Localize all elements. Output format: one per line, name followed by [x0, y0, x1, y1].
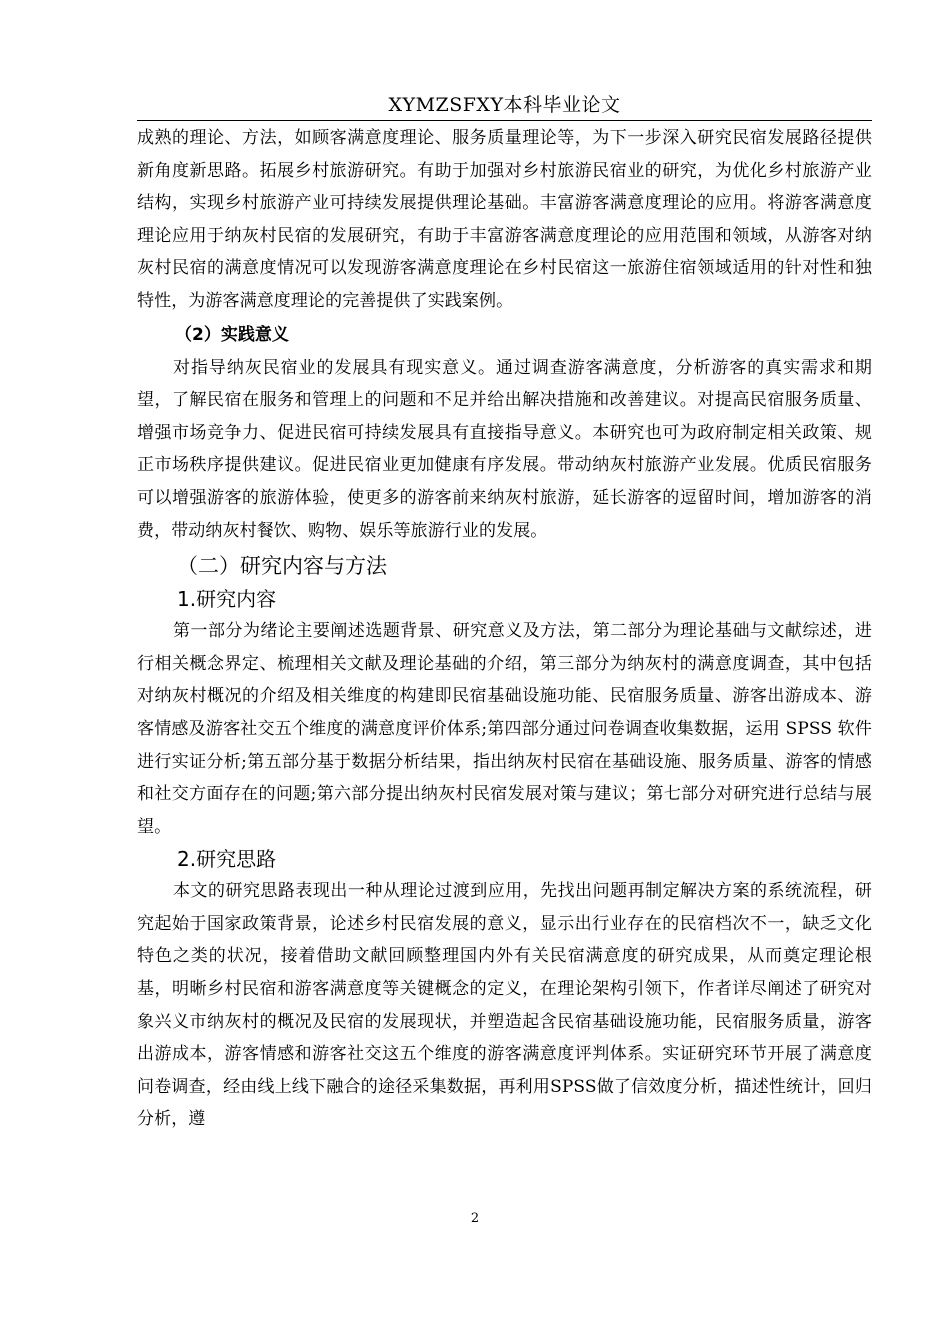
heading-research-thinking: 2.研究思路: [177, 847, 277, 872]
paragraph-continued: 成熟的理论、方法，如顾客满意度理论、服务质量理论等，为下一步深入研究民宿发展路径提供新角度新思路。拓展乡村旅游研究。有助于加强对乡村旅游民宿业的研究，为优化乡村旅游产业结构，实现乡村旅游产业可持续发展提供理论基础。丰富游客满意度理论的应用。将游客满意度理论应用于纳灰村民宿的发展研究，有助于丰富游客满意度理论的应用范围和领域，从游客对纳灰村民宿的满意度情况可以发现游客满意度理论在乡村民宿这一旅游住宿领域适用的针对性和独特性，为游客满意度理论的完善提供了实践案例。: [137, 128, 872, 311]
page-number: 2: [470, 1211, 480, 1226]
header-rule: [137, 120, 872, 121]
page-header: XYMZSFXY本科毕业论文: [388, 94, 621, 116]
heading-practical-significance: （2）实践意义: [175, 324, 289, 345]
page-body: [137, 122, 872, 1136]
heading-research-content: 1.研究内容: [177, 587, 277, 612]
paragraph-practical-significance: 对指导纳灰民宿业的发展具有现实意义。通过调查游客满意度，分析游客的真实需求和期望，了解民宿在服务和管理上的问题和不足并给出解决措施和改善建议。对提高民宿服务质量、增强市场竞争力、促进民宿可持续发展具有直接指导意义。本研究也可为政府制定相关政策、规正市场秩序提供建议。促进民宿业更加健康有序发展。带动纳灰村旅游产业发展。优质民宿服务可以增强游客的旅游体验，使更多的游客前来纳灰村旅游，延长游客的逗留时间，增加游客的消费，带动纳灰村餐饮、购物、娱乐等旅游行业的发展。: [137, 357, 872, 541]
paragraph-research-thinking: 本文的研究思路表现出一种从理论过渡到应用，先找出问题再制定解决方案的系统流程，研究起始于国家政策背景，论述乡村民宿发展的意义，显示出行业存在的民宿档次不一，缺乏文化特色之类的状况，接着借助文献回顾整理国内外有关民宿满意度的研究成果，从而奠定理论根基，明晰乡村民宿和游客满意度等关键概念的定义，在理论架构引领下，作者详尽阐述了研究对象兴义市纳灰村的概况及民宿的发展现状，并塑造起含民宿基础设施功能，民宿服务质量，游客出游成本，游客情感和游客社交这五个维度的游客满意度评判体系。实证研究环节开展了满意度问卷调查，经由线上线下融合的途径采集数据，再利用SPSS做了信效度分析，描述性统计，回归分析，遵: [137, 881, 872, 1130]
section-heading-research-content-method: （二）研究内容与方法: [177, 554, 387, 579]
paragraph-research-content: 第一部分为绪论主要阐述选题背景、研究意义及方法，第二部分为理论基础与文献综述，进行相关概念界定、梳理相关文献及理论基础的介绍，第三部分为纳灰村的满意度调查，其中包括对纳灰村概况的介绍及相关维度的构建即民宿基础设施功能、民宿服务质量、游客出游成本、游客情感及游客社交五个维度的满意度评价体系;第四部分通过问卷调查收集数据，运用 SPSS 软件进行实证分析;第五部分基于数据分析结果，指出纳灰村民宿在基础设施、服务质量、游客的情感和社交方面存在的问题;第六部分提出纳灰村民宿发展对策与建议；第七部分对研究进行总结与展望。: [137, 621, 872, 837]
